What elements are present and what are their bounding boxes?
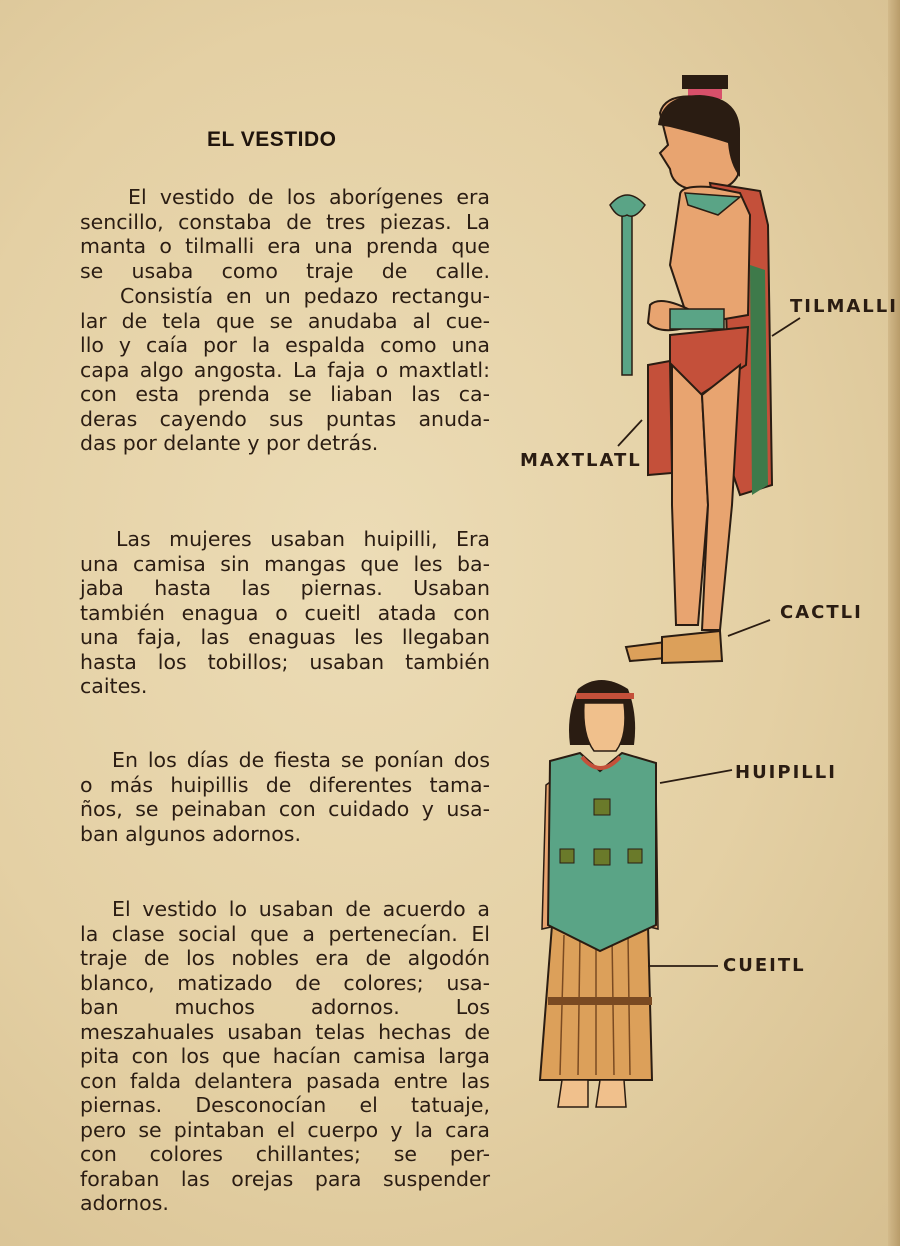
text-line: pero se pintaban el cuerpo y la cara: [80, 1117, 490, 1142]
text-line: blanco, matizado de colores; usa-: [80, 970, 490, 995]
text-line: hasta los tobillos; usaban también: [80, 649, 490, 674]
label-huipilli: HUIPILLI: [735, 762, 837, 783]
text-line: caites.: [80, 674, 148, 698]
page-title: EL VESTIDO: [207, 128, 337, 151]
text-line: El vestido lo usaban de acuerdo a: [112, 897, 490, 921]
text-line: Consistía en un pedazo rectangu-: [120, 284, 490, 308]
text-line: El vestido de los aborígenes era: [128, 185, 490, 209]
text-line: o más huipillis de diferentes tama-: [80, 772, 490, 797]
text-line: manta o tilmalli era una prenda que: [80, 234, 490, 258]
text-line: meszahuales usaban telas hechas de: [80, 1019, 490, 1044]
leader-line-tilmalli: [772, 318, 800, 336]
text-line: adornos.: [80, 1191, 169, 1215]
text-line: ban algunos adornos.: [80, 821, 301, 846]
text-line: foraban las orejas para suspender: [80, 1166, 490, 1191]
text-line: sencillo, constaba de tres piezas. La: [80, 209, 490, 234]
label-maxtlatl: MAXTLATL: [520, 450, 642, 471]
text-line: traje de los nobles era de algodón: [80, 946, 490, 970]
text-line: deras cayendo sus puntas anuda-: [80, 406, 490, 431]
label-tilmalli: TILMALLI: [790, 296, 898, 317]
text-line: la clase social que a pertenecían. El: [80, 921, 490, 946]
text-line: capa algo angosta. La faja o maxtlatl:: [80, 357, 490, 382]
text-line: con esta prenda se liaban las ca-: [80, 382, 490, 406]
text-line: piernas. Desconocían el tatuaje,: [80, 1093, 490, 1117]
text-line: llo y caía por la espalda como una: [80, 333, 490, 357]
text-line: pita con los que hacían camisa larga: [80, 1044, 490, 1068]
leader-line-cactli: [728, 620, 770, 636]
text-line: lar de tela que se anudaba al cue-: [80, 308, 490, 333]
text-line: también enagua o cueitl atada con: [80, 600, 490, 625]
text-line: una camisa sin mangas que les ba-: [80, 551, 490, 576]
label-cueitl: CUEITL: [723, 955, 806, 976]
text-line: ban muchos adornos. Los: [80, 995, 490, 1019]
leader-line-huipilli: [660, 770, 732, 783]
text-line: En los días de fiesta se ponían dos: [112, 748, 490, 772]
text-line: Las mujeres usaban huipilli, Era: [116, 527, 490, 551]
text-line: con colores chillantes; se per-: [80, 1142, 490, 1166]
text-line: ños, se peinaban con cuidado y usa-: [80, 797, 490, 821]
text-line: con falda delantera pasada entre las: [80, 1068, 490, 1093]
text-line: das por delante y por detrás.: [80, 431, 379, 455]
label-cactli: CACTLI: [780, 602, 863, 623]
text-line: se usaba como traje de calle.: [80, 258, 490, 283]
leader-line-maxtlatl: [618, 420, 642, 446]
text-line: jaba hasta las piernas. Usaban: [80, 576, 490, 600]
text-line: una faja, las enaguas les llegaban: [80, 625, 490, 649]
